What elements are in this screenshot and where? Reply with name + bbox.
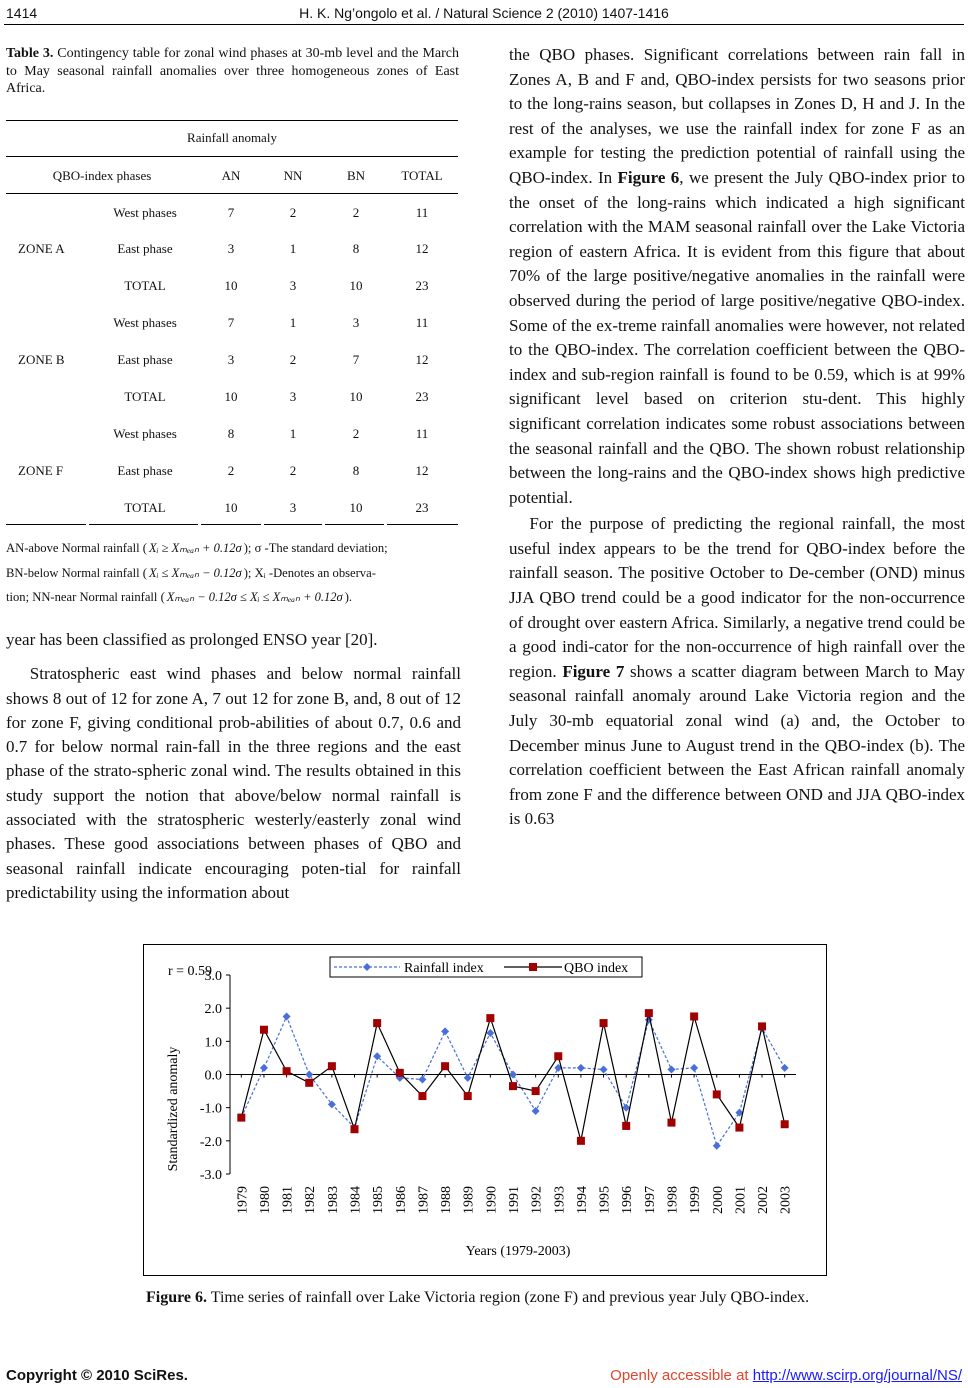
- paragraph-text: For the purpose of predicting the regional rainfall, the most useful index appears to be the trend for QBO-index before the rainfall season. The positive October to De-cember (OND) minus JJA QBO trend could be a good indicator for the non-occurrence of drought over eastern Africa. Similarly, a negative trend could be a good indi-cator for the non-occurrence of high rainfall over the region.: [509, 514, 965, 681]
- col-header-phase: QBO-index phases: [52, 168, 152, 183]
- table-cell: 1: [289, 315, 297, 330]
- y-tick-label: 2.0: [204, 1002, 222, 1018]
- x-tick-label: 1990: [484, 1186, 500, 1214]
- table-cell: 11: [415, 426, 429, 441]
- y-tick-label: -3.0: [199, 1168, 222, 1183]
- table-label: Table 3.: [6, 46, 54, 61]
- y-tick-label: 3.0: [204, 969, 222, 984]
- footnote-text: ); σ -The standard deviation;: [243, 541, 388, 555]
- paragraph: year has been classified as prolonged ENSO year [20].: [6, 630, 378, 649]
- col-header-bn: BN: [346, 168, 366, 183]
- phase-cell: TOTAL: [124, 500, 166, 515]
- x-axis-label: Years (1979-2003): [465, 1244, 571, 1259]
- qbo-index-point: [600, 1019, 608, 1027]
- paragraph-text: , we present the July QBO-index prior to the onset of the long-rains which indicated a high significant correlation with the MAM seasonal rainfall over the Lake Victoria region of eastern Africa. It is evident from this figure that about 70% of the large positive/negative anomalies in the rainfall were observed during the period of large positive/negative QBO-index. Some of the ex-treme rainfall anomalies were however, not related to the QBO-index. The correlation coefficient between the QBO-index and sub-region rainfall is found to be 0.59, which is at 99% significant level based on criterion stu-dent. This highly significant correlation indicates some robust associations between the seasonal rainfall and the QBO. The shown robust relationship between the long-rains and the QBO-index shows high predictive potential.: [509, 167, 965, 507]
- table-bottom-rule: [325, 524, 384, 525]
- table-footnote: [6, 536, 461, 610]
- qbo-index-point: [260, 1026, 268, 1034]
- table-cell: 23: [415, 278, 429, 293]
- right-column-text: [509, 43, 965, 832]
- zone-label: ZONE F: [18, 463, 64, 478]
- zone-label: ZONE B: [18, 352, 65, 367]
- phase-cell: East phase: [117, 241, 173, 256]
- footnote-text: BN-below Normal rainfall (: [6, 565, 147, 580]
- qbo-index-point: [509, 1082, 517, 1090]
- x-tick-label: 1991: [507, 1186, 522, 1214]
- x-tick-label: 1989: [461, 1186, 477, 1214]
- rainfall-index-line: [241, 1017, 784, 1146]
- table-cell: 8: [352, 463, 360, 478]
- table-cell: 11: [415, 315, 429, 330]
- table-cell: 8: [352, 241, 360, 256]
- x-tick-label: 1987: [416, 1186, 432, 1214]
- x-tick-label: 2000: [710, 1186, 726, 1214]
- footnote-text: AN-above Normal rainfall (: [6, 541, 147, 555]
- y-tick-label: 1.0: [204, 1035, 222, 1051]
- rainfall-index-point: [441, 1027, 449, 1035]
- table-bottom-rule: [89, 524, 198, 525]
- x-tick-label: 1986: [393, 1186, 409, 1214]
- qbo-index-point: [667, 1119, 675, 1127]
- table-cell: 1: [289, 241, 297, 256]
- table-cell: 3: [289, 389, 297, 404]
- qbo-index-point: [781, 1120, 789, 1128]
- zone-label: ZONE A: [18, 241, 65, 256]
- table-cell: 23: [415, 500, 429, 515]
- qbo-index-point: [758, 1022, 766, 1030]
- x-tick-label: 1992: [529, 1186, 545, 1214]
- phase-cell: West phases: [113, 205, 177, 220]
- table-super-header: Rainfall anomaly: [187, 130, 277, 145]
- table-header-rule: [6, 193, 458, 194]
- footer-access: [610, 1367, 962, 1384]
- phase-cell: West phases: [113, 315, 177, 330]
- table-cell: 7: [352, 352, 360, 367]
- figure-6: [143, 944, 827, 1276]
- x-tick-label: 1997: [642, 1186, 658, 1214]
- table-mid-rule: [6, 156, 458, 157]
- rainfall-index-point: [713, 1142, 721, 1150]
- qbo-index-point: [441, 1062, 449, 1070]
- table-cell: 2: [227, 463, 235, 478]
- rainfall-index-point: [532, 1107, 540, 1115]
- footer-access-text: Openly accessible at: [610, 1367, 753, 1384]
- x-tick-label: 1994: [574, 1186, 590, 1214]
- qbo-index-point: [373, 1019, 381, 1027]
- table-cell: 2: [289, 352, 297, 367]
- phase-cell: East phase: [117, 463, 173, 478]
- table-cell: 10: [349, 389, 363, 404]
- x-tick-label: 1981: [280, 1186, 296, 1214]
- x-tick-label: 1984: [348, 1186, 364, 1214]
- table-cell: 3: [227, 241, 235, 256]
- table-cell: 2: [289, 205, 297, 220]
- table-cell: 11: [415, 205, 429, 220]
- left-column-text: [6, 628, 461, 905]
- table-cell: 12: [415, 352, 429, 367]
- rainfall-index-point: [690, 1064, 698, 1072]
- col-header-total: TOTAL: [401, 168, 443, 183]
- rainfall-index-point: [418, 1075, 426, 1083]
- table-caption-text: Contingency table for zonal wind phases at 30-mb level and the March to May seasonal rainfall anomalies over three homogeneous zones of East Africa.: [6, 46, 459, 96]
- y-tick-label: 0.0: [204, 1068, 222, 1084]
- running-title-text: H. K. Ng’ongolo et al. / Natural Science 2 (2010) 1407-1416: [299, 5, 669, 21]
- table-cell: 10: [224, 500, 238, 515]
- legend-qbo-marker: [529, 963, 537, 971]
- figure-label: Figure 6.: [146, 1289, 208, 1306]
- qbo-index-point: [735, 1124, 743, 1132]
- table-cell: 3: [289, 278, 297, 293]
- legend-qbo-label: QBO index: [564, 961, 629, 976]
- paragraph-text: shows a scatter diagram between March to May seasonal rainfall anomaly around Lake Victoria region and the July 30-mb equatorial zonal wind (a) and, the October to December minus June to August trend in the QBO-index (b). The correlation coefficient between the East African rainfall anomaly from zone F and the difference between OND and JJA QBO-index is 0.63: [509, 661, 965, 829]
- phase-cell: TOTAL: [124, 278, 166, 293]
- table-top-rule: [6, 120, 458, 121]
- table-bottom-rule: [6, 524, 86, 525]
- footnote-nn: [6, 585, 461, 610]
- formula: Xᵢ ≥ Xₘₑₐₙ + 0.12σ: [148, 541, 242, 555]
- x-tick-label: 1993: [552, 1186, 568, 1214]
- qbo-index-point: [305, 1079, 313, 1087]
- x-tick-label: 1979: [235, 1186, 251, 1214]
- rainfall-index-point: [667, 1066, 675, 1074]
- table-cell: 8: [227, 426, 235, 441]
- page-number: 1414: [6, 5, 38, 21]
- qbo-index-point: [328, 1062, 336, 1070]
- qbo-index-point: [690, 1012, 698, 1020]
- qbo-index-point: [283, 1067, 291, 1075]
- x-tick-label: 1998: [665, 1186, 681, 1214]
- table-cell: 7: [227, 315, 235, 330]
- table-cell: 12: [415, 463, 429, 478]
- qbo-index-point: [622, 1122, 630, 1130]
- paragraph: Stratospheric east wind phases and below normal rainfall shows 8 out of 12 for zone A, 7 out 12 for zone B, and, 8 out of 12 for zone F, giving conditional prob-abilities of about 0.7, 0.6 and 0.7 for below normal rain-fall in the three regions and the east phase of the strato-spheric zonal wind. The results obtained in this study support the notion that above/below normal rainfall is associated with the stratospheric westerly/easterly zonal wind phases. These good associations between phases of QBO and seasonal rainfall indicate encouraging poten-tial for rainfall predictability using the information about: [6, 664, 461, 902]
- qbo-index-point: [645, 1009, 653, 1017]
- table-cell: 10: [224, 389, 238, 404]
- rainfall-index-point: [464, 1074, 472, 1082]
- table-bottom-rule: [387, 524, 458, 525]
- correlation-annotation: r = 0.59: [168, 964, 213, 979]
- x-tick-label: 1985: [371, 1186, 387, 1214]
- qbo-index-point: [554, 1052, 562, 1060]
- table-cell: 3: [352, 315, 360, 330]
- formula: Xᵢ ≤ Xₘₑₐₙ − 0.12σ: [148, 565, 242, 580]
- qbo-index-point: [351, 1125, 359, 1133]
- legend-rainfall-label: Rainfall index: [404, 961, 484, 976]
- figure-caption-text: Time series of rainfall over Lake Victoria region (zone F) and previous year July QBO-index.: [207, 1289, 810, 1306]
- footnote-text: ); Xᵢ -Denotes an observa-: [243, 565, 376, 580]
- col-header-nn: NN: [283, 168, 303, 183]
- paragraph: [509, 43, 965, 510]
- y-axis-label: Standardized anomaly: [166, 1046, 181, 1172]
- table-cell: 10: [349, 278, 363, 293]
- table-cell: 1: [289, 426, 297, 441]
- phase-cell: West phases: [113, 426, 177, 441]
- paragraph-text: the QBO phases. Significant correlations between rain fall in Zones A, B and F and, QBO-index persists for two seasons prior to the long-rains season, but collapses in Zones D, H and J. In the rest of the analyses, we use the rainfall index for zone F as an example for testing the prediction potential of rainfall using the QBO-index. In: [509, 45, 965, 187]
- x-tick-label: 1982: [303, 1186, 319, 1214]
- table-bottom-rule: [201, 524, 261, 525]
- footnote-an: [6, 536, 461, 561]
- phase-cell: East phase: [117, 352, 173, 367]
- x-tick-label: 1983: [325, 1186, 341, 1214]
- figure-ref: Figure 6: [617, 167, 680, 187]
- table-bottom-rule: [264, 524, 322, 525]
- x-tick-label: 1995: [597, 1186, 613, 1214]
- footnote-text: ).: [344, 590, 353, 604]
- qbo-index-point: [464, 1092, 472, 1100]
- table-cell: 3: [289, 500, 297, 515]
- table-cell: 12: [415, 241, 429, 256]
- rainfall-index-point: [781, 1064, 789, 1072]
- footer-link[interactable]: http://www.scirp.org/journal/NS/: [752, 1367, 962, 1384]
- x-tick-label: 1999: [688, 1186, 704, 1214]
- qbo-index-point: [532, 1087, 540, 1095]
- header-rule: [4, 24, 964, 25]
- table-caption: [6, 45, 459, 98]
- x-tick-label: 2001: [733, 1186, 749, 1214]
- rainfall-index-point: [577, 1064, 585, 1072]
- table-cell: 3: [227, 352, 235, 367]
- qbo-index-point: [713, 1090, 721, 1098]
- footnote-bn: [6, 561, 461, 586]
- qbo-index-point: [237, 1114, 245, 1122]
- footnote-text: tion; NN-near Normal rainfall (: [6, 590, 165, 604]
- qbo-index-point: [396, 1069, 404, 1077]
- formula: Xₘₑₐₙ − 0.12σ ≤ Xᵢ ≤ Xₘₑₐₙ + 0.12σ: [166, 590, 343, 604]
- figure-ref: Figure 7: [562, 661, 625, 681]
- footer-copyright: Copyright © 2010 SciRes.: [6, 1367, 188, 1384]
- x-tick-label: 2002: [756, 1186, 772, 1214]
- qbo-index-point: [577, 1137, 585, 1145]
- rainfall-index-point: [486, 1029, 494, 1037]
- table-cell: 2: [289, 463, 297, 478]
- running-title: [0, 5, 968, 21]
- line-chart: [144, 945, 826, 1275]
- table-cell: 10: [224, 278, 238, 293]
- figure-caption: [146, 1287, 826, 1309]
- chart-legend: [330, 957, 642, 977]
- x-tick-label: 1996: [620, 1186, 636, 1214]
- table-cell: 2: [352, 426, 360, 441]
- qbo-index-point: [418, 1092, 426, 1100]
- rainfall-index-point: [260, 1064, 268, 1072]
- phase-cell: TOTAL: [124, 389, 166, 404]
- rainfall-index-point: [283, 1012, 291, 1020]
- table-cell: 2: [352, 205, 360, 220]
- table-cell: 10: [349, 500, 363, 515]
- table-cell: 7: [227, 205, 235, 220]
- x-tick-label: 1980: [257, 1186, 273, 1214]
- x-tick-label: 2003: [778, 1186, 794, 1214]
- table-cell: 23: [415, 389, 429, 404]
- paragraph: [509, 512, 965, 832]
- y-tick-label: -2.0: [199, 1134, 222, 1150]
- y-tick-label: -1.0: [199, 1101, 222, 1117]
- col-header-an: AN: [221, 168, 241, 183]
- x-tick-label: 1988: [439, 1186, 455, 1214]
- qbo-index-point: [486, 1014, 494, 1022]
- rainfall-index-point: [600, 1066, 608, 1074]
